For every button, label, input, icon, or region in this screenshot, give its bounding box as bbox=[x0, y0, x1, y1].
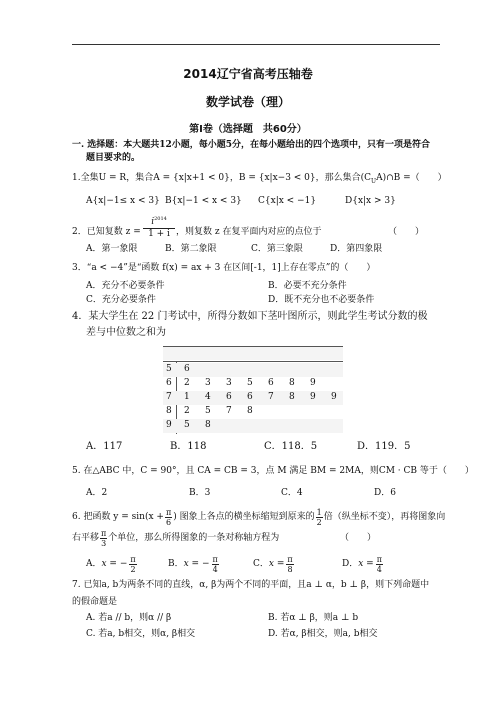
q5-option-b: B．3 bbox=[189, 488, 211, 498]
q6-option-expr: x = bbox=[358, 559, 374, 569]
q2-option-d: D．第四象限 bbox=[330, 244, 383, 254]
table-leaf-cell: 9 bbox=[310, 392, 316, 402]
q6-frac-1 bbox=[165, 508, 172, 527]
q2-paren: （ ） bbox=[388, 227, 425, 237]
table-stem-cell: 9 bbox=[166, 420, 172, 430]
q4-option-c: C．118．5 bbox=[264, 441, 318, 452]
q6-option-b bbox=[168, 555, 219, 574]
q4-option-b: B．118 bbox=[170, 441, 207, 452]
q6-text-d: 右平移 bbox=[72, 533, 100, 543]
q2-stem-a: 2．已知复数 z = bbox=[72, 227, 141, 237]
table-leaf-cell: 6 bbox=[226, 392, 232, 402]
q6-frac-1-den: 6 bbox=[166, 518, 172, 527]
table-leaf-cell: 3 bbox=[205, 378, 211, 388]
table-leaf-cell: 4 bbox=[205, 392, 211, 402]
q6-text-b: ) 图象上各点的横坐标缩短到原来的 bbox=[173, 512, 315, 522]
q6-option-fraction bbox=[212, 555, 219, 574]
q4-stem-1: 4．某大学生在 22 门考试中，所得分数如下茎叶图所示，则此学生考试分数的极 bbox=[72, 311, 428, 322]
q6-option-d bbox=[342, 555, 383, 574]
table-leaf-cell: 8 bbox=[289, 378, 295, 388]
q2-num-base: i bbox=[151, 217, 155, 227]
table-row-bg bbox=[163, 363, 343, 377]
table-header-bg bbox=[163, 346, 343, 360]
q6-frac-3-num: π bbox=[101, 529, 107, 538]
q1-option-c: C{x|x < −1} bbox=[258, 196, 317, 206]
table-leaf-cell: 5 bbox=[184, 420, 190, 430]
q2-option-c: C．第三象限 bbox=[251, 244, 303, 254]
q6-option-label: D． bbox=[342, 559, 359, 569]
table-leaf-cell: 7 bbox=[226, 406, 232, 416]
table-row-bg bbox=[163, 391, 343, 405]
q6-option-fraction bbox=[129, 555, 136, 574]
q7-option-d: D. 若α, β相交，则a, b相交 bbox=[268, 629, 378, 639]
q6-option-numerator: π bbox=[376, 555, 382, 564]
q2-option-a: A．第一象限 bbox=[86, 244, 138, 254]
q1-stem bbox=[72, 173, 447, 187]
q3-stem: 3．“a < −4”是“函数 f(x) = ax + 3 在区间[-1，1]上存在零点”的（ ） bbox=[72, 263, 376, 273]
q7-option-c: C. 若a, b相交，则α, β相交 bbox=[86, 629, 196, 639]
table-leaf-cell: 8 bbox=[247, 406, 253, 416]
q6-paren: （ ） bbox=[340, 533, 377, 543]
table-leaf-cell: 1 bbox=[184, 392, 190, 402]
q6-option-denominator: 4 bbox=[212, 565, 218, 574]
q2-num-exp: 2014 bbox=[154, 216, 167, 222]
q7-stem-2: 的假命题是 bbox=[72, 597, 118, 607]
header-rule bbox=[72, 44, 440, 45]
table-leaf-cell: 7 bbox=[268, 392, 274, 402]
q6-option-denominator: 8 bbox=[287, 565, 293, 574]
q1-option-d: D{x|x > 3} bbox=[345, 196, 396, 206]
table-top-rule bbox=[163, 346, 343, 347]
table-header-rule bbox=[163, 361, 343, 362]
q6-option-numerator: π bbox=[212, 555, 218, 564]
table-stem-cell: 7 bbox=[166, 392, 172, 402]
table-leaf-cell: 6 bbox=[184, 364, 190, 374]
q3-option-d: D．既不充分也不必要条件 bbox=[268, 295, 375, 305]
q3-option-b: B．必要不充分条件 bbox=[268, 281, 347, 291]
q6-option-numerator: π bbox=[130, 555, 136, 564]
q4-option-a: A．117 bbox=[86, 441, 123, 452]
q6-stem-line-1 bbox=[72, 508, 445, 527]
q6-stem-line-2 bbox=[72, 529, 279, 548]
q5-option-d: D．6 bbox=[374, 488, 396, 498]
q2-numerator bbox=[143, 214, 175, 229]
q6-option-label: B． bbox=[168, 559, 184, 569]
q1-subscript: U bbox=[371, 177, 377, 185]
instructions-line-2: 题目要求的。 bbox=[86, 153, 141, 163]
q7-option-a: A. 若a // b，则α // β bbox=[86, 613, 172, 623]
q6-frac-3-den: 3 bbox=[101, 539, 107, 548]
q6-option-numerator: π bbox=[287, 555, 293, 564]
table-stem-cell: 8 bbox=[166, 406, 172, 416]
q2-denominator: 1 + i bbox=[148, 229, 170, 239]
q3-option-a: A．充分不必要条件 bbox=[86, 281, 165, 291]
q7-stem-1: 7. 已知a, b为两条不同的直线，α, β为两个不同的平面，且a ⊥ α，b ⊥ β，则下列命题中 bbox=[72, 580, 430, 590]
table-leaf-cell: 8 bbox=[289, 392, 295, 402]
table-stem-cell: 5 bbox=[166, 364, 172, 374]
q6-frac-1-num: π bbox=[165, 508, 172, 517]
q1-stem-text-2: A)∩B =（ ） bbox=[376, 173, 447, 183]
q6-option-expr: x = bbox=[268, 559, 285, 569]
q5-option-a: A．2 bbox=[86, 488, 108, 498]
q6-text-a: 6. 把函数 y = sin(x + bbox=[72, 512, 164, 522]
q1-stem-text: 1.全集U = R，集合A = {x|x+1 < 0}，B = {x|x−3 < 0}，那么集合(C bbox=[72, 173, 372, 183]
q3-option-c: C．充分必要条件 bbox=[86, 295, 156, 305]
q6-option-expr: x = − bbox=[183, 559, 210, 569]
q2-fraction bbox=[143, 214, 175, 239]
table-leaf-cell: 6 bbox=[268, 378, 274, 388]
q1-option-b: B{x|−1 < x < 3} bbox=[165, 196, 242, 206]
q6-text-e: 个单位，那么所得图象的一条对称轴方程为 bbox=[108, 533, 280, 543]
q2-option-b: B．第二象限 bbox=[165, 244, 217, 254]
table-leaf-cell: 9 bbox=[331, 392, 337, 402]
q6-option-a bbox=[86, 555, 137, 574]
q6-text-c: 倍（纵坐标不变），再将图象向 bbox=[323, 512, 446, 522]
q6-option-fraction bbox=[376, 555, 383, 574]
q6-frac-2 bbox=[316, 508, 323, 527]
instructions-line-1: 一. 选择题：本大题共12小题，每小题5分，在每小题给出的四个选项中，只有一项是符合 bbox=[72, 140, 431, 150]
q6-option-expr: x = − bbox=[101, 559, 128, 569]
q6-option-denominator: 2 bbox=[130, 565, 136, 574]
q5-option-c: C．4 bbox=[281, 488, 303, 498]
q6-option-label: A． bbox=[86, 559, 102, 569]
q6-option-label: C． bbox=[253, 559, 269, 569]
q2-stem-b: ，则复数 z 在复平面内对应的点位于 bbox=[176, 227, 322, 237]
q6-option-fraction bbox=[286, 555, 293, 574]
table-leaf-cell: 6 bbox=[247, 392, 253, 402]
table-leaf-cell: 2 bbox=[184, 406, 190, 416]
table-row-bg bbox=[163, 419, 343, 433]
q7-option-b: B. 若α ⊥ β，则a ⊥ b bbox=[268, 613, 359, 623]
paper-title: 2014辽宁省高考压轴卷 bbox=[183, 67, 313, 81]
q6-frac-3 bbox=[100, 529, 107, 548]
table-stem-cell: 6 bbox=[166, 378, 172, 388]
paper-subtitle: 数学试卷（理） bbox=[205, 95, 290, 109]
table-leaf-cell: 2 bbox=[184, 378, 190, 388]
section-heading: 第Ⅰ卷（选择题 共60分） bbox=[189, 124, 307, 135]
q6-frac-2-den: 2 bbox=[316, 518, 322, 527]
table-leaf-cell: 9 bbox=[310, 378, 316, 388]
q4-stem-2: 差与中位数之和为 bbox=[86, 327, 166, 338]
table-leaf-cell: 5 bbox=[205, 406, 211, 416]
table-leaf-cell: 3 bbox=[226, 378, 232, 388]
q5-stem: 5. 在△ABC 中，C = 90°，且 CA = CB = 3，点 M 满足 BM = 2MA，则CM · CB 等于（ ） bbox=[72, 466, 474, 476]
table-leaf-cell: 5 bbox=[247, 378, 253, 388]
table-leaf-cell: 8 bbox=[205, 420, 211, 430]
q4-option-d: D．119．5 bbox=[357, 441, 411, 452]
q6-frac-2-num: 1 bbox=[316, 508, 322, 517]
q6-option-c bbox=[253, 555, 294, 574]
q6-option-denominator: 4 bbox=[376, 565, 382, 574]
q1-option-a: A{x|−1≤ x < 3} bbox=[86, 196, 160, 206]
